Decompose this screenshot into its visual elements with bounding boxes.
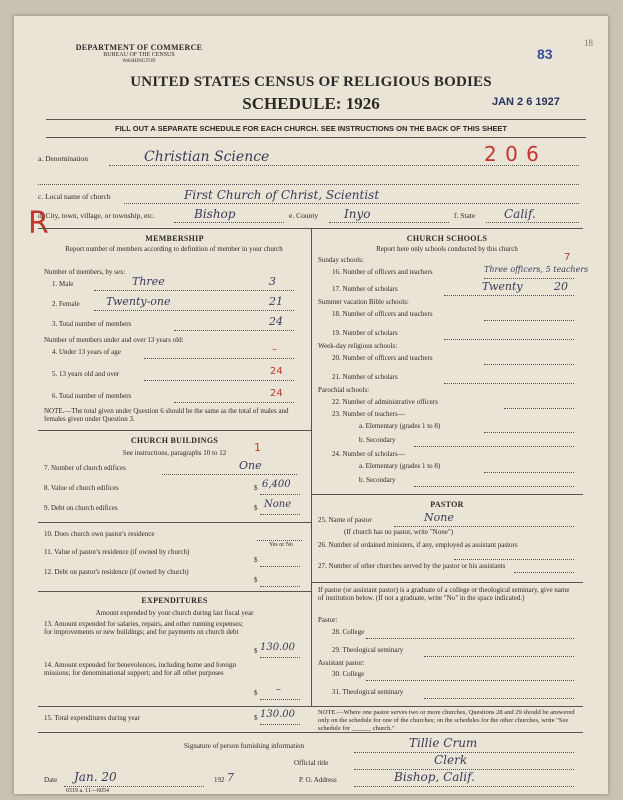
dollar-sign: $ xyxy=(254,714,258,722)
q21-line xyxy=(444,383,574,384)
city-line xyxy=(174,222,284,223)
q24a-line xyxy=(484,472,574,473)
q11-label: 11. Value of pastor's residence (if owned by church) xyxy=(44,548,190,556)
q27-label: 27. Number of other churches served by the pastor or his assistants xyxy=(318,562,506,570)
date-year-digit[interactable]: 7 xyxy=(227,771,234,784)
q17-number[interactable]: 20 xyxy=(554,280,568,293)
date-year-prefix: 192 xyxy=(214,776,225,784)
q25-label: 25. Name of pastor xyxy=(318,516,372,524)
form-code: 6519 a. 11—6054 xyxy=(66,788,109,794)
q2-label: 2. Female xyxy=(52,300,80,308)
q6-label: 6. Total number of members xyxy=(52,392,132,400)
section-divider xyxy=(38,522,311,523)
q17-label: 17. Number of scholars xyxy=(332,285,398,293)
membership-subtitle: Report number of members according to definition of member in your church xyxy=(65,245,283,253)
pastor-subhead: Pastor: xyxy=(318,616,338,624)
by-sex-label: Number of members, by sex: xyxy=(44,268,126,276)
membership-title: MEMBERSHIP xyxy=(145,234,204,243)
graduate-note: If pastor (or assistant pastor) is a graduate of a college or theological seminary, give name of institution below. (If not a graduate, write "No" in the space indicated.) xyxy=(318,586,570,603)
q24b-line xyxy=(414,486,574,487)
q6-value[interactable]: 24 xyxy=(270,388,283,399)
dollar-sign: $ xyxy=(254,689,258,697)
census-schedule-sheet xyxy=(14,16,608,794)
q8-label: 8. Value of church edifices xyxy=(44,484,119,492)
q5-value[interactable]: 24 xyxy=(270,366,283,377)
q10-label: 10. Does church own pastor's residence xyxy=(44,530,155,538)
corner-number: 18 xyxy=(584,38,593,48)
denomination-label: a. Denomination xyxy=(38,154,88,163)
sunday-label: Sunday schools: xyxy=(318,256,364,264)
section-divider xyxy=(311,494,583,495)
department-name: DEPARTMENT OF COMMERCE xyxy=(75,43,203,52)
q22-line xyxy=(504,408,574,409)
department-block xyxy=(54,44,224,64)
divider xyxy=(46,119,586,120)
pastor-note: NOTE.—Where one pastor serves two or more churches, Questions 28 and 29 should be answered only on the schedule for one of the churches; on the schedules for the other churches, write "See schedule for ______ church." xyxy=(318,709,575,732)
date-value[interactable]: Jan. 20 xyxy=(74,770,117,784)
q7-label: 7. Number of church edifices xyxy=(44,464,126,472)
q26-line xyxy=(454,559,574,560)
q19-line xyxy=(444,339,574,340)
file-number: 83 xyxy=(537,46,553,62)
denomination-code: 2 0 6 xyxy=(484,142,540,166)
expenditures-title: EXPENDITURES xyxy=(141,596,208,605)
q24-label: 24. Number of scholars— xyxy=(332,450,405,458)
weekday-label: Week-day religious schools: xyxy=(318,342,398,350)
edifice-count-mark: 1 xyxy=(254,441,261,454)
county-label: e. County xyxy=(289,211,319,220)
bureau-name: BUREAU OF THE CENSUS xyxy=(103,52,175,59)
q9-line xyxy=(260,514,300,515)
q10-hint: Yes or No xyxy=(269,542,294,548)
q1-words[interactable]: Three xyxy=(132,275,165,288)
q30-line xyxy=(366,680,574,681)
assistant-subhead: Assistant pastor: xyxy=(318,659,365,667)
address-value[interactable]: Bishop, Calif. xyxy=(394,770,475,784)
dollar-sign: $ xyxy=(254,484,258,492)
q9-label: 9. Debt on church edifices xyxy=(44,504,118,512)
q1-line xyxy=(94,290,294,291)
q5-label: 5. 13 years old and over xyxy=(52,370,120,378)
q3-label: 3. Total number of members xyxy=(52,320,132,328)
q14-line xyxy=(260,699,300,700)
q3-value[interactable]: 24 xyxy=(269,315,283,328)
q25-hint: (If church has no pastor, write "None") xyxy=(344,528,454,536)
buildings-subtitle: See instructions, paragraphs 10 to 12 xyxy=(122,449,227,457)
q13-value[interactable]: 130.00 xyxy=(260,642,295,653)
buildings-title: CHURCH BUILDINGS xyxy=(130,436,219,445)
q4-label: 4. Under 13 years of age xyxy=(52,348,121,356)
q25-value[interactable]: None xyxy=(424,511,454,524)
section-divider xyxy=(38,430,311,431)
q29-line xyxy=(424,656,574,657)
q14-label: 14. Amount expended for benevolences, including home and foreign missions; for denominational support; and for all other purposes xyxy=(44,661,237,678)
state-value[interactable]: Calif. xyxy=(504,207,536,221)
local-name-label: c. Local name of church xyxy=(38,192,111,201)
blank-line xyxy=(38,184,579,185)
state-line xyxy=(486,222,579,223)
q14-value[interactable]: – xyxy=(276,684,281,695)
q16-value[interactable]: Three officers, 5 teachers xyxy=(484,265,589,274)
q9-value[interactable]: None xyxy=(264,499,292,510)
county-value[interactable]: Inyo xyxy=(344,207,371,221)
q10-line xyxy=(257,540,302,541)
schools-title: CHURCH SCHOOLS xyxy=(406,234,488,243)
q16-line xyxy=(484,278,574,279)
divider xyxy=(46,137,586,138)
q18-label: 18. Number of officers and teachers xyxy=(332,310,433,318)
local-name-line xyxy=(124,203,579,204)
official-title-value[interactable]: Clerk xyxy=(434,753,468,767)
q2-value[interactable]: 21 xyxy=(269,295,283,308)
q15-line xyxy=(260,724,300,725)
q23b-label: b. Secondary xyxy=(359,436,396,444)
q29-label: 29. Theological seminary xyxy=(332,646,404,654)
q11-line xyxy=(260,566,300,567)
q23b-line xyxy=(414,446,574,447)
q20-label: 20. Number of officers and teachers xyxy=(332,354,433,362)
received-date-stamp: JAN 2 6 1927 xyxy=(492,96,560,108)
q22-label: 22. Number of administrative officers xyxy=(332,398,438,406)
membership-note: NOTE.—The total given under Question 6 should be the same as the total of males and females given under Question 3. xyxy=(44,407,289,424)
q31-line xyxy=(424,698,574,699)
schools-subtitle: Report here only schools conducted by this church xyxy=(376,245,518,253)
instruction-banner: FILL OUT A SEPARATE SCHEDULE FOR EACH CHURCH. SEE INSTRUCTIONS ON THE BACK OF THIS SHEET xyxy=(115,124,507,133)
q28-label: 28. College xyxy=(332,628,365,636)
q26-label: 26. Number of ordained ministers, if any, employed as assistant pastors xyxy=(318,541,518,549)
q31-label: 31. Theological seminary xyxy=(332,688,404,696)
dollar-sign: $ xyxy=(254,647,258,655)
q1-label: 1. Male xyxy=(52,280,74,288)
q2-words[interactable]: Twenty-one xyxy=(106,295,171,308)
q12-line xyxy=(260,586,300,587)
q24b-label: b. Secondary xyxy=(359,476,396,484)
address-line xyxy=(354,786,574,787)
section-divider xyxy=(311,582,583,583)
summer-label: Summer vacation Bible schools: xyxy=(318,298,409,306)
q13-line xyxy=(260,657,300,658)
q23a-label: a. Elementary (grades 1 to 8) xyxy=(359,422,441,430)
expenditures-subtitle: Amount expended by your church during last fiscal year xyxy=(95,609,254,617)
q16-mark: 7 xyxy=(564,252,571,263)
q24a-label: a. Elementary (grades 1 to 8) xyxy=(359,462,441,470)
q23a-line xyxy=(484,432,574,433)
q17-line xyxy=(444,295,574,296)
q8-value[interactable]: 6,400 xyxy=(262,479,291,490)
date-label: Date xyxy=(44,776,58,784)
q13-label: 13. Amount expended for salaries, repairs, and other running expenses; for improvements or new buildings; and for payments on church debt xyxy=(44,620,244,637)
city-value[interactable]: Bishop xyxy=(194,207,236,221)
city-name: WASHINGTON xyxy=(122,58,156,64)
signature-value[interactable]: Tillie Crum xyxy=(409,736,478,750)
q7-value[interactable]: One xyxy=(239,459,262,472)
q28-line xyxy=(366,638,574,639)
form-title: UNITED STATES CENSUS OF RELIGIOUS BODIES xyxy=(130,74,492,90)
q21-label: 21. Number of scholars xyxy=(332,373,398,381)
q1-value[interactable]: 3 xyxy=(269,275,276,288)
q6-line xyxy=(174,402,294,403)
q12-label: 12. Debt on pastor's residence (if owned by church) xyxy=(44,568,189,576)
q20-line xyxy=(484,364,574,365)
section-divider xyxy=(38,591,311,592)
q18-line xyxy=(484,320,574,321)
state-label: f. State xyxy=(454,211,476,220)
column-divider xyxy=(311,228,312,706)
q25-line xyxy=(394,526,574,527)
pastor-title: PASTOR xyxy=(430,500,464,509)
dollar-sign: $ xyxy=(254,556,258,564)
q8-line xyxy=(260,494,300,495)
q17-value[interactable]: Twenty xyxy=(482,280,523,293)
dollar-sign: $ xyxy=(254,576,258,584)
table-footer-border xyxy=(38,732,583,733)
q5-line xyxy=(144,380,294,381)
dollar-sign: $ xyxy=(254,504,258,512)
address-label: P. O. Address xyxy=(299,776,337,784)
q15-value[interactable]: 130.00 xyxy=(260,709,295,720)
section-divider xyxy=(38,706,311,707)
margin-mark: R xyxy=(28,206,49,241)
q30-label: 30. College xyxy=(332,670,365,678)
parochial-label: Parochial schools: xyxy=(318,386,370,394)
signature-label: Signature of person furnishing information xyxy=(184,742,305,750)
q16-label: 16. Number of officers and teachers xyxy=(332,268,433,276)
q2-line xyxy=(94,310,294,311)
under-over-label: Number of members under and over 13 years old: xyxy=(44,336,184,344)
q15-label: 15. Total expenditures during year xyxy=(44,714,140,722)
q23-label: 23. Number of teachers— xyxy=(332,410,405,418)
official-title-label: Official title xyxy=(294,759,329,767)
q27-line xyxy=(514,572,574,573)
q19-label: 19. Number of scholars xyxy=(332,329,398,337)
denomination-value[interactable]: Christian Science xyxy=(144,149,270,165)
schedule-title: SCHEDULE: 1926 xyxy=(242,94,380,113)
date-line xyxy=(64,786,204,787)
q4-line xyxy=(144,358,294,359)
county-line xyxy=(329,222,449,223)
q4-value[interactable]: – xyxy=(272,344,277,355)
q7-line xyxy=(162,474,297,475)
local-name-value[interactable]: First Church of Christ, Scientist xyxy=(184,188,380,202)
city-label: d. City, town, village, or township, etc. xyxy=(38,211,155,220)
q3-line xyxy=(174,330,294,331)
